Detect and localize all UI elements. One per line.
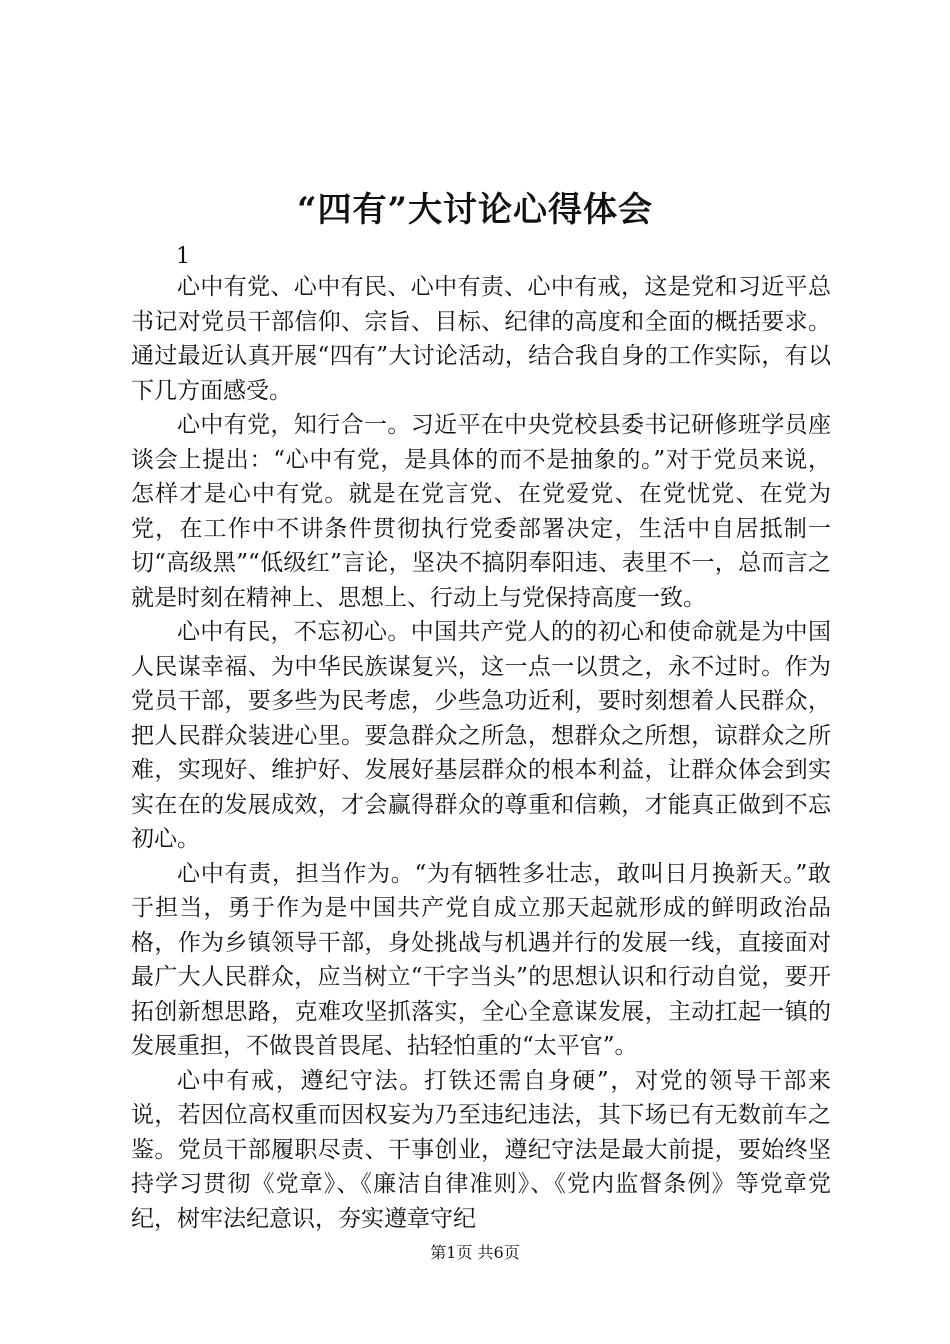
paragraph: 心中有责，担当作为。“为有牺牲多壮志，敢叫日月换新天。”敢于担当，勇于作为是中国共产党自成立那天起就形成的鲜明政治品格，作为乡镇领导干部，身处挑战与机遇并行的发展一线，直接面对最广大人民群众，应当树立“干字当头”的思想认识和行动自觉，要开拓创新想思路，克难攻坚抓落实，全心全意谋发展，主动扛起一镇的发展重担，不做畏首畏尾、拈轻怕重的“太平官”。 [131,860,831,1059]
paragraph: 心中有民，不忘初心。中国共产党人的的初心和使命就是为中国人民谋幸福、为中华民族谋复兴，这一点一以贯之，永不过时。作为党员干部，要多些为民考虑，少些急功近利，要时刻想着人民群众，把人民群众装进心里。要急群众之所急，想群众之所想，谅群众之所难，实现好、维护好、发展好基层群众的根本利益，让群众体会到实实在在的发展成效，才会赢得群众的尊重和信赖，才能真正做到不忘初心。 [131,619,831,852]
section-number: 1 [176,244,190,269]
paragraph: 心中有戒，遵纪守法。打铁还需自身硬”，对党的领导干部来说，若因位高权重而因权妄为乃至违纪违法，其下场已有无数前车之鉴。党员干部履职尽责、干事创业，遵纪守法是最大前提，要始终坚持学习贯彻《党章》、《廉洁自律准则》、《党内监督条例》等党章党纪，树牢法纪意识，夯实遵章守纪 [131,1067,831,1232]
page-footer: 第1页 共6页 [430,1243,520,1262]
document-title: “四有”大讨论心得体会 [296,190,654,230]
paragraph: 心中有党，知行合一。习近平在中央党校县委书记研修班学员座谈会上提出：“心中有党，是具体的而不是抽象的。”对于党员来说，怎样才是心中有党。就是在党言党、在党爱党、在党忧党、在党为党，在工作中不讲条件贯彻执行党委部署决定，生活中自居抵制一切“高级黑”“低级红”言论，坚决不搞阴奉阳违、表里不一，总而言之就是时刻在精神上、思想上、行动上与党保持高度一致。 [131,412,831,611]
paragraph: 心中有党、心中有民、心中有责、心中有戒，这是党和习近平总书记对党员干部信仰、宗旨、目标、纪律的高度和全面的概括要求。通过最近认真开展“四有”大讨论活动，结合我自身的工作实际，有以下几方面感受。 [131,274,831,404]
document-body [131,270,831,1236]
